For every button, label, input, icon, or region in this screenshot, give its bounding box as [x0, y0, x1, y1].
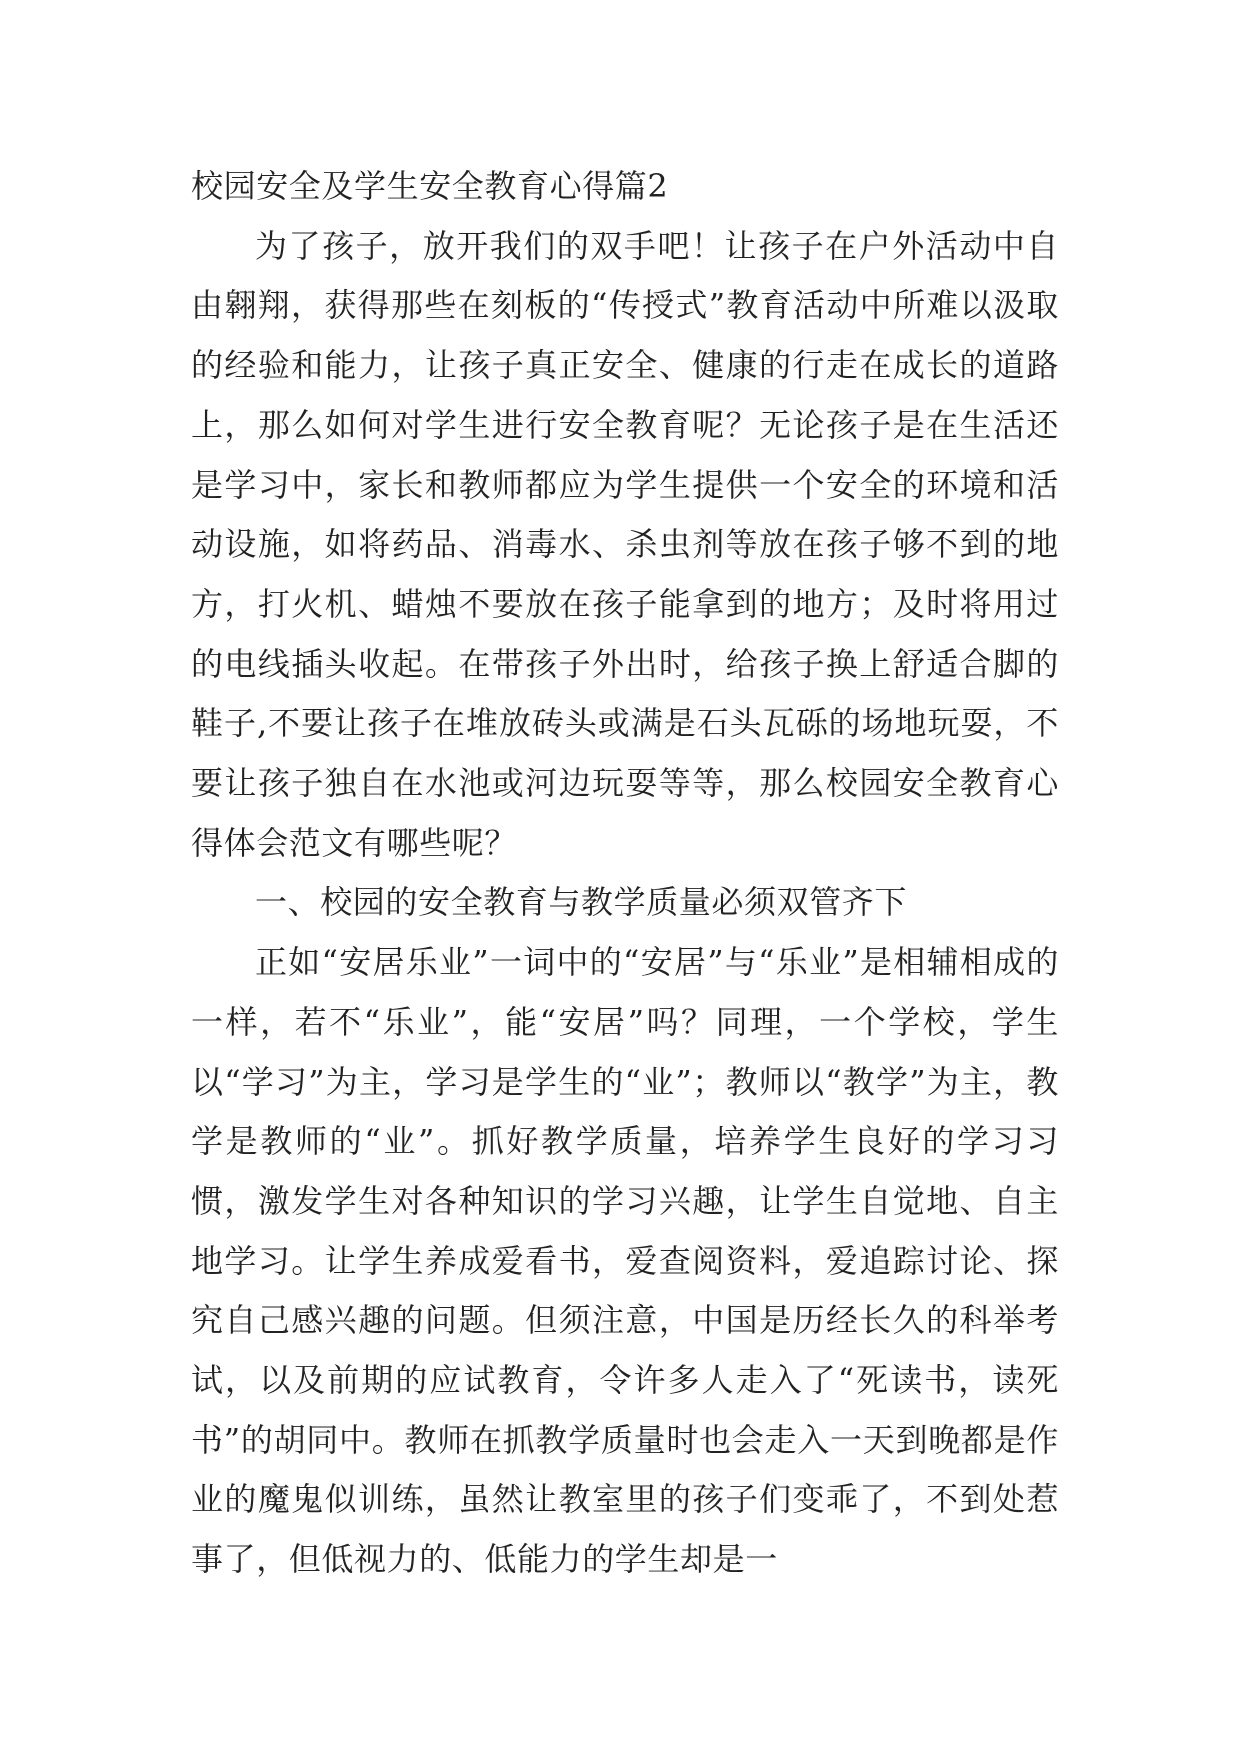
section-paragraph: 正如“安居乐业”一词中的“安居”与“乐业”是相辅相成的一样，若不“乐业”，能“安居”吗？同理，一个学校，学生以“学习”为主，学习是学生的“业”；教师以“教学”为主，教学是教师的“业”。抓好教学质量，培养学生良好的学习习惯，激发学生对各种知识的学习兴趣，让学生自觉地、自主地学习。让学生养成爱看书，爱查阅资料，爱追踪讨论、探究自己感兴趣的问题。但须注意，中国是历经长久的科举考试，以及前期的应试教育，令许多人走入了“死读书，读死书”的胡同中。教师在抓教学质量时也会走入一天到晚都是作业的魔鬼似训练，虽然让教室里的孩子们变乖了，不到处惹事了，但低视力的、低能力的学生却是一 — [191, 943, 1059, 1579]
document-body — [191, 157, 1059, 1590]
document-title: 校园安全及学生安全教育心得篇2 — [191, 167, 669, 205]
intro-paragraph: 为了孩子，放开我们的双手吧！让孩子在户外活动中自由翱翔，获得那些在刻板的“传授式”教育活动中所难以汲取的经验和能力，让孩子真正安全、健康的行走在成长的道路上，那么如何对学生进行安全教育呢？无论孩子是在生活还是学习中，家长和教师都应为学生提供一个安全的环境和活动设施，如将药品、消毒水、杀虫剂等放在孩子够不到的地方，打火机、蜡烛不要放在孩子能拿到的地方；及时将用过的电线插头收起。在带孩子外出时，给孩子换上舒适合脚的鞋子,不要让孩子在堆放砖头或满是石头瓦砾的场地玩耍，不要让孩子独自在水池或河边玩耍等等，那么校园安全教育心得体会范文有哪些呢？ — [191, 226, 1059, 862]
section-heading: 一、校园的安全教育与教学质量必须双管齐下 — [255, 883, 908, 922]
